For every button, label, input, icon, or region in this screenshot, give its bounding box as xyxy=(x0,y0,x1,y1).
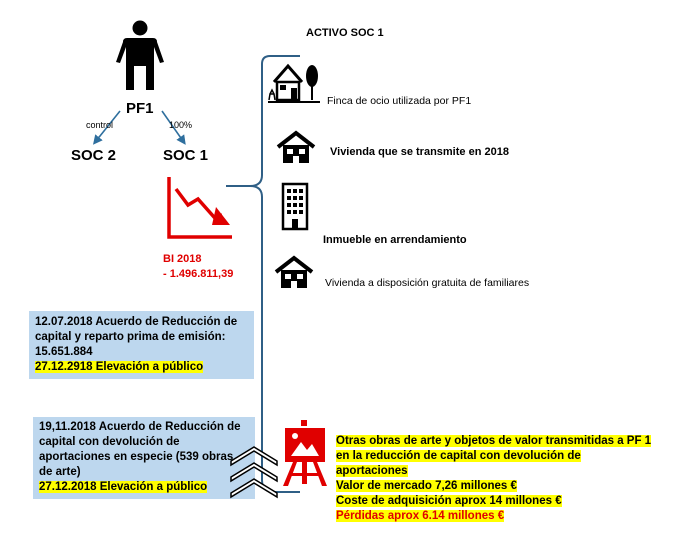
box1-highlight: 27.12.2918 Elevación a público xyxy=(35,361,204,373)
art-loss: Pérdidas aprox 6.14 millones € xyxy=(336,510,505,522)
person-icon xyxy=(110,20,170,95)
box1-line-3: 15.651.884 xyxy=(35,346,93,358)
box2-line-3: aportaciones en especie (539 obras xyxy=(39,451,234,463)
asset-label-3: Inmueble en arrendamiento xyxy=(323,234,467,246)
asset-label-1: Finca de ocio utilizada por PF1 xyxy=(327,95,472,107)
company-soc2: SOC 2 xyxy=(71,147,117,164)
bi-line-1: BI 2018 xyxy=(163,253,202,265)
capital-reduction-box-1 xyxy=(29,311,254,379)
asset-label-2: Vivienda que se transmite en 2018 xyxy=(330,146,509,158)
box2-line-4: de arte) xyxy=(39,466,81,478)
building-icon xyxy=(280,181,310,231)
box1-line-1: 12.07.2018 Acuerdo de Reducción de xyxy=(35,316,238,328)
art-line-5: Coste de adquisición aprox 14 millones € xyxy=(336,495,562,507)
capital-reduction-box-2 xyxy=(33,417,255,499)
bi-line-2: - 1.496.811,39 xyxy=(163,268,234,280)
easel-art-icon xyxy=(279,418,331,488)
box2-line-1: 19,11.2018 Acuerdo de Reducción de xyxy=(39,421,241,433)
edge-label-control: control xyxy=(86,120,114,130)
edge-label-100: 100% xyxy=(169,120,193,130)
house-icon xyxy=(276,131,316,165)
art-line-1: Otras obras de arte y objetos de valor transmitidas a PF 1 xyxy=(336,435,652,447)
asset-title: ACTIVO SOC 1 xyxy=(306,27,384,39)
farm-house-icon xyxy=(266,60,322,104)
company-soc1: SOC 1 xyxy=(163,147,209,164)
art-line-3: aportaciones xyxy=(336,465,408,477)
asset-label-4: Vivienda a disposición gratuita de familiares xyxy=(325,277,530,289)
box1-line-2: capital y reparto prima de emisión: xyxy=(35,331,226,343)
art-line-4: Valor de mercado 7,26 millones € xyxy=(336,480,517,492)
art-description xyxy=(336,434,651,524)
box2-highlight: 27.12.2018 Elevación a público xyxy=(39,481,208,493)
box2-line-2: capital con devolución de xyxy=(39,436,180,448)
chevron-up-icon xyxy=(229,443,279,501)
art-line-2: en la reducción de capital con devolución de xyxy=(336,450,581,462)
person-label: PF1 xyxy=(126,100,154,117)
house-icon xyxy=(274,256,314,290)
